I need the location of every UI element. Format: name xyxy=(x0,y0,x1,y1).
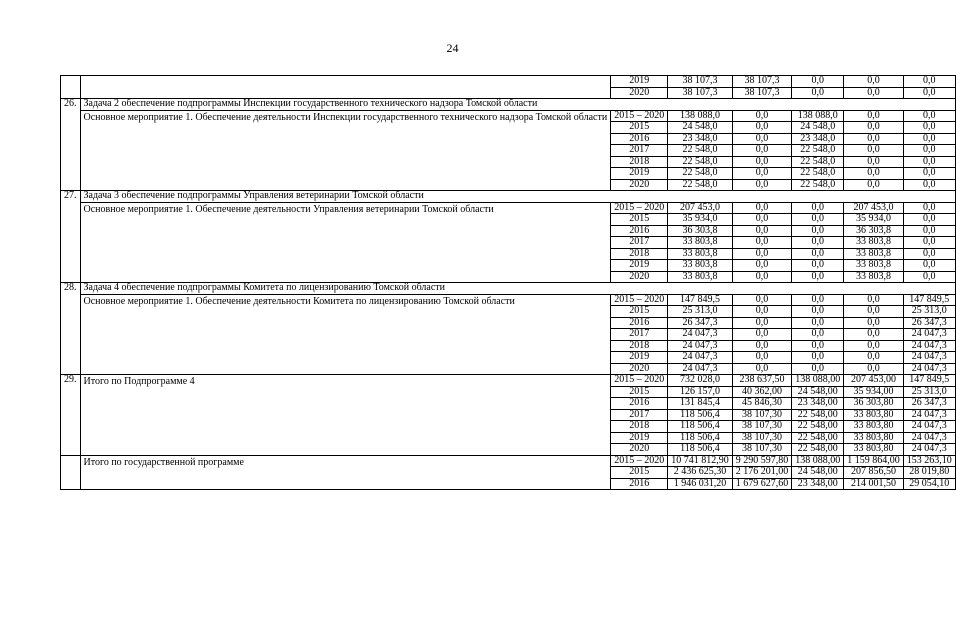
value-cell: 33 803,8 xyxy=(844,271,904,283)
value-cell: 24 047,3 xyxy=(903,432,955,444)
task-row xyxy=(61,99,956,111)
value-cell: 22 548,0 xyxy=(792,168,844,180)
period-cell: 2015 – 2020 xyxy=(611,455,668,467)
value-cell: 0,0 xyxy=(903,133,955,145)
value-cell: 22 548,00 xyxy=(792,432,844,444)
value-cell: 0,0 xyxy=(792,340,844,352)
value-cell: 0,0 xyxy=(792,87,844,99)
value-cell: 0,0 xyxy=(903,145,955,157)
period-cell: 2020 xyxy=(611,87,668,99)
value-cell: 25 313,0 xyxy=(668,306,733,318)
value-cell: 33 803,8 xyxy=(844,248,904,260)
value-cell: 26 347,3 xyxy=(903,317,955,329)
value-cell: 9 290 597,80 xyxy=(732,455,792,467)
value-cell: 24 047,3 xyxy=(903,421,955,433)
measure-name-cell: Основное мероприятие 1. Обеспечение деятельности Инспекции государственного технического надзора Томской области xyxy=(80,110,611,191)
table-row xyxy=(61,294,956,306)
value-cell: 22 548,0 xyxy=(668,145,733,157)
value-cell: 24 047,3 xyxy=(903,340,955,352)
measure-name-cell: Основное мероприятие 1. Обеспечение деятельности Управления ветеринарии Томской области xyxy=(80,202,611,283)
value-cell: 22 548,00 xyxy=(792,409,844,421)
value-cell: 24 047,3 xyxy=(903,329,955,341)
value-cell: 138 088,00 xyxy=(792,375,844,387)
value-cell: 25 313,0 xyxy=(903,386,955,398)
value-cell: 35 934,0 xyxy=(844,214,904,226)
value-cell: 147 849,5 xyxy=(903,375,955,387)
value-cell: 24 047,3 xyxy=(668,329,733,341)
task-row xyxy=(61,191,956,203)
table-row xyxy=(61,375,956,387)
value-cell: 0,0 xyxy=(732,271,792,283)
period-cell: 2019 xyxy=(611,352,668,364)
value-cell: 36 303,8 xyxy=(668,225,733,237)
value-cell: 33 803,8 xyxy=(668,237,733,249)
value-cell: 0,0 xyxy=(732,260,792,272)
period-cell: 2016 xyxy=(611,398,668,410)
value-cell: 0,0 xyxy=(903,122,955,134)
value-cell: 0,0 xyxy=(732,329,792,341)
value-cell: 36 303,8 xyxy=(844,225,904,237)
value-cell: 24 548,0 xyxy=(668,122,733,134)
value-cell: 23 348,00 xyxy=(792,478,844,490)
period-cell: 2015 – 2020 xyxy=(611,375,668,387)
value-cell: 0,0 xyxy=(844,133,904,145)
index-cell: 26. xyxy=(61,99,81,191)
index-cell: 28. xyxy=(61,283,81,375)
value-cell: 0,0 xyxy=(732,156,792,168)
value-cell: 24 548,00 xyxy=(792,386,844,398)
value-cell: 0,0 xyxy=(732,237,792,249)
value-cell: 38 107,30 xyxy=(732,421,792,433)
task-cell: Задача 3 обеспечение подпрограммы Управления ветеринарии Томской области xyxy=(80,191,955,203)
task-cell: Задача 2 обеспечение подпрограммы Инспекции государственного технического надзора Томской области xyxy=(80,99,955,111)
value-cell: 0,0 xyxy=(844,317,904,329)
value-cell: 0,0 xyxy=(903,76,955,88)
value-cell: 0,0 xyxy=(903,248,955,260)
value-cell: 1 159 864,00 xyxy=(844,455,904,467)
index-cell: 29. xyxy=(61,375,81,456)
period-cell: 2015 – 2020 xyxy=(611,202,668,214)
value-cell: 207 856,50 xyxy=(844,467,904,479)
period-cell: 2017 xyxy=(611,145,668,157)
value-cell: 24 047,3 xyxy=(668,363,733,375)
value-cell: 24 548,0 xyxy=(792,122,844,134)
period-cell: 2017 xyxy=(611,329,668,341)
value-cell: 138 088,0 xyxy=(792,110,844,122)
value-cell: 0,0 xyxy=(844,76,904,88)
period-cell: 2016 xyxy=(611,478,668,490)
period-cell: 2015 xyxy=(611,306,668,318)
value-cell: 24 047,3 xyxy=(903,352,955,364)
value-cell: 0,0 xyxy=(732,225,792,237)
value-cell: 24 047,3 xyxy=(668,340,733,352)
value-cell: 22 548,0 xyxy=(668,168,733,180)
period-cell: 2015 xyxy=(611,467,668,479)
value-cell: 33 803,80 xyxy=(844,409,904,421)
table-row xyxy=(61,76,956,88)
value-cell: 0,0 xyxy=(792,202,844,214)
value-cell: 214 001,50 xyxy=(844,478,904,490)
value-cell: 33 803,80 xyxy=(844,432,904,444)
value-cell: 0,0 xyxy=(903,110,955,122)
value-cell: 0,0 xyxy=(732,110,792,122)
value-cell: 126 157,0 xyxy=(668,386,733,398)
period-cell: 2019 xyxy=(611,260,668,272)
value-cell: 0,0 xyxy=(844,329,904,341)
value-cell: 732 028,0 xyxy=(668,375,733,387)
period-cell: 2020 xyxy=(611,271,668,283)
period-cell: 2020 xyxy=(611,363,668,375)
period-cell: 2020 xyxy=(611,179,668,191)
value-cell: 24 047,3 xyxy=(903,444,955,456)
period-cell: 2015 – 2020 xyxy=(611,110,668,122)
value-cell: 38 107,3 xyxy=(668,76,733,88)
value-cell: 0,0 xyxy=(903,87,955,99)
value-cell: 0,0 xyxy=(792,363,844,375)
value-cell: 22 548,00 xyxy=(792,421,844,433)
period-cell: 2015 xyxy=(611,214,668,226)
value-cell: 2 436 625,30 xyxy=(668,467,733,479)
value-cell: 0,0 xyxy=(732,340,792,352)
index-cell xyxy=(61,76,81,99)
value-cell: 0,0 xyxy=(844,168,904,180)
period-cell: 2016 xyxy=(611,317,668,329)
period-cell: 2020 xyxy=(611,444,668,456)
value-cell: 0,0 xyxy=(844,179,904,191)
value-cell: 26 347,3 xyxy=(903,398,955,410)
value-cell: 38 107,30 xyxy=(732,432,792,444)
budget-table xyxy=(60,75,956,490)
table-row xyxy=(61,202,956,214)
value-cell: 0,0 xyxy=(792,306,844,318)
value-cell: 0,0 xyxy=(903,179,955,191)
grand-total-name-cell: Итого по государственной программе xyxy=(80,455,611,490)
value-cell: 22 548,0 xyxy=(668,179,733,191)
value-cell: 33 803,8 xyxy=(668,260,733,272)
value-cell: 0,0 xyxy=(732,145,792,157)
value-cell: 26 347,3 xyxy=(668,317,733,329)
value-cell: 0,0 xyxy=(792,294,844,306)
value-cell: 45 846,30 xyxy=(732,398,792,410)
period-cell: 2019 xyxy=(611,432,668,444)
value-cell: 0,0 xyxy=(792,76,844,88)
value-cell: 25 313,0 xyxy=(903,306,955,318)
index-cell xyxy=(61,455,81,490)
value-cell: 2 176 201,00 xyxy=(732,467,792,479)
value-cell: 0,0 xyxy=(732,317,792,329)
value-cell: 0,0 xyxy=(903,237,955,249)
value-cell: 38 107,3 xyxy=(732,87,792,99)
value-cell: 38 107,30 xyxy=(732,444,792,456)
value-cell: 0,0 xyxy=(792,248,844,260)
value-cell: 118 506,4 xyxy=(668,444,733,456)
table-row xyxy=(61,110,956,122)
value-cell: 0,0 xyxy=(792,271,844,283)
value-cell: 0,0 xyxy=(844,110,904,122)
value-cell: 23 348,0 xyxy=(668,133,733,145)
value-cell: 0,0 xyxy=(844,156,904,168)
value-cell: 33 803,8 xyxy=(668,248,733,260)
value-cell: 0,0 xyxy=(792,352,844,364)
value-cell: 0,0 xyxy=(903,156,955,168)
value-cell: 131 845,4 xyxy=(668,398,733,410)
value-cell: 33 803,80 xyxy=(844,444,904,456)
value-cell: 0,0 xyxy=(732,202,792,214)
value-cell: 0,0 xyxy=(844,352,904,364)
value-cell: 0,0 xyxy=(903,202,955,214)
value-cell: 23 348,00 xyxy=(792,398,844,410)
value-cell: 22 548,00 xyxy=(792,444,844,456)
name-cell xyxy=(80,76,611,99)
value-cell: 0,0 xyxy=(732,294,792,306)
value-cell: 0,0 xyxy=(732,179,792,191)
value-cell: 0,0 xyxy=(844,306,904,318)
period-cell: 2018 xyxy=(611,248,668,260)
value-cell: 0,0 xyxy=(844,340,904,352)
value-cell: 22 548,0 xyxy=(668,156,733,168)
value-cell: 24 548,00 xyxy=(792,467,844,479)
table-row xyxy=(61,455,956,467)
value-cell: 0,0 xyxy=(732,133,792,145)
period-cell: 2015 xyxy=(611,386,668,398)
value-cell: 207 453,0 xyxy=(668,202,733,214)
value-cell: 0,0 xyxy=(903,225,955,237)
period-cell: 2015 xyxy=(611,122,668,134)
value-cell: 118 506,4 xyxy=(668,432,733,444)
value-cell: 0,0 xyxy=(844,122,904,134)
subtotal-name-cell: Итого по Подпрограмме 4 xyxy=(80,375,611,456)
value-cell: 33 803,8 xyxy=(844,260,904,272)
value-cell: 118 506,4 xyxy=(668,409,733,421)
period-cell: 2016 xyxy=(611,225,668,237)
period-cell: 2019 xyxy=(611,76,668,88)
value-cell: 0,0 xyxy=(844,87,904,99)
value-cell: 138 088,00 xyxy=(792,455,844,467)
value-cell: 0,0 xyxy=(903,214,955,226)
measure-name-cell: Основное мероприятие 1. Обеспечение деятельности Комитета по лицензированию Томской области xyxy=(80,294,611,375)
value-cell: 0,0 xyxy=(732,248,792,260)
value-cell: 40 362,00 xyxy=(732,386,792,398)
value-cell: 147 849,5 xyxy=(668,294,733,306)
value-cell: 0,0 xyxy=(903,271,955,283)
value-cell: 118 506,4 xyxy=(668,421,733,433)
value-cell: 23 348,0 xyxy=(792,133,844,145)
value-cell: 0,0 xyxy=(792,260,844,272)
value-cell: 36 303,80 xyxy=(844,398,904,410)
value-cell: 0,0 xyxy=(732,122,792,134)
page-number: 24 xyxy=(446,41,459,55)
value-cell: 24 047,3 xyxy=(903,363,955,375)
value-cell: 0,0 xyxy=(732,214,792,226)
period-cell: 2015 – 2020 xyxy=(611,294,668,306)
task-cell: Задача 4 обеспечение подпрограммы Комитета по лицензированию Томской области xyxy=(80,283,955,295)
value-cell: 33 803,8 xyxy=(844,237,904,249)
index-cell: 27. xyxy=(61,191,81,283)
task-row xyxy=(61,283,956,295)
value-cell: 0,0 xyxy=(792,225,844,237)
value-cell: 29 054,10 xyxy=(903,478,955,490)
period-cell: 2018 xyxy=(611,156,668,168)
value-cell: 33 803,80 xyxy=(844,421,904,433)
value-cell: 35 934,00 xyxy=(844,386,904,398)
value-cell: 147 849,5 xyxy=(903,294,955,306)
value-cell: 1 946 031,20 xyxy=(668,478,733,490)
value-cell: 0,0 xyxy=(732,363,792,375)
value-cell: 0,0 xyxy=(792,237,844,249)
value-cell: 38 107,30 xyxy=(732,409,792,421)
value-cell: 0,0 xyxy=(844,363,904,375)
value-cell: 35 934,0 xyxy=(668,214,733,226)
value-cell: 0,0 xyxy=(903,168,955,180)
value-cell: 24 047,3 xyxy=(903,409,955,421)
value-cell: 22 548,0 xyxy=(792,156,844,168)
period-cell: 2017 xyxy=(611,409,668,421)
value-cell: 24 047,3 xyxy=(668,352,733,364)
value-cell: 238 637,50 xyxy=(732,375,792,387)
value-cell: 0,0 xyxy=(903,260,955,272)
value-cell: 0,0 xyxy=(792,214,844,226)
period-cell: 2017 xyxy=(611,237,668,249)
value-cell: 138 088,0 xyxy=(668,110,733,122)
value-cell: 28 019,80 xyxy=(903,467,955,479)
value-cell: 0,0 xyxy=(844,145,904,157)
period-cell: 2018 xyxy=(611,340,668,352)
value-cell: 207 453,00 xyxy=(844,375,904,387)
value-cell: 33 803,8 xyxy=(668,271,733,283)
value-cell: 207 453,0 xyxy=(844,202,904,214)
value-cell: 0,0 xyxy=(732,168,792,180)
value-cell: 38 107,3 xyxy=(668,87,733,99)
value-cell: 153 263,10 xyxy=(903,455,955,467)
value-cell: 1 679 627,60 xyxy=(732,478,792,490)
period-cell: 2019 xyxy=(611,168,668,180)
period-cell: 2016 xyxy=(611,133,668,145)
value-cell: 0,0 xyxy=(792,317,844,329)
value-cell: 0,0 xyxy=(792,329,844,341)
value-cell: 22 548,0 xyxy=(792,179,844,191)
value-cell: 38 107,3 xyxy=(732,76,792,88)
value-cell: 10 741 812,90 xyxy=(668,455,733,467)
value-cell: 0,0 xyxy=(732,306,792,318)
period-cell: 2018 xyxy=(611,421,668,433)
value-cell: 0,0 xyxy=(732,352,792,364)
value-cell: 0,0 xyxy=(844,294,904,306)
value-cell: 22 548,0 xyxy=(792,145,844,157)
